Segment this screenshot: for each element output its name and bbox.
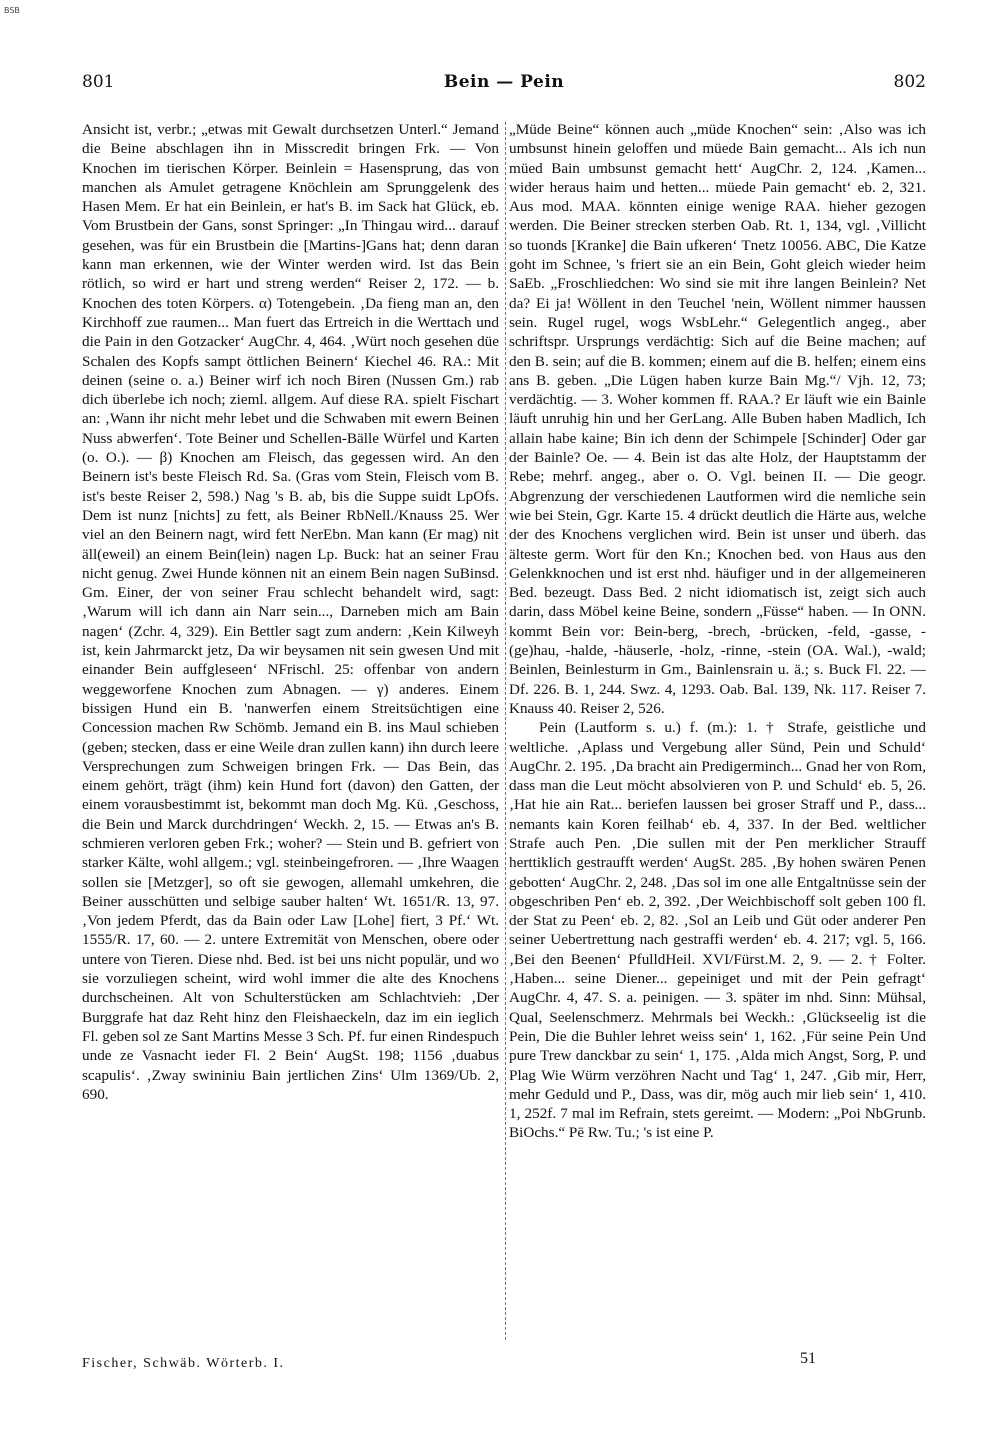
left-column [82, 120, 499, 1104]
left-paragraph: Ansicht ist, verbr.; „etwas mit Gewalt durchsetzen Unterl.“ Jemand die Beine abschlagen ihn in Misscredit bringen Frk. — Von Knochen im tierischen Körper. Beinlein = Hasensprung, das von manchen als Amulet getragene Knöchlein am Sprunggelenk des Hasen Mem. Er hat ein Beinlein, er hat's B. im Sack hat Glück, eb. Vom Brustbein der Gans, sonst Springer: „In Thingau wird... darauf gesehen, was für ein Brustbein die [Martins-]Gans hat; denn daran kann man erkennen, wie der Winter werden wird. Ist das Bein rötlich, so wird er hart und streng werden“ Reiser 2, 172. — b. Knochen des toten Körpers. α) Totengebein. ‚Da fieng man an, den Kirchhoff zue raumen... Man fuert das Ertreich in die Werttach und die Pain in den Gotzacker‘ AugChr. 4, 464. ‚Würt noch gesehen düe Schalen des Kopfs sampt öttlichen Beinern‘ Kiechel 46. RA.: Mit deinen (seine o. a.) Beiner wirf ich noch Biren (Nussen Gm.) rab dich überlebe ich noch; zieml. allgem. Auf diese RA. spielt Fischart an: ‚Wann ihr nicht mehr lebet und die Schwaben mit ewern Beinen Nuss abwerfen‘. Tote Beiner und Schellen-Bälle Würfel und Karten (o. O.). — β) Knochen am Fleisch, das gegessen wird. An den Beinern ist's beste Fleisch Rd. Sa. (Gras vom Stein, Fleisch vom B. ist's beste Reiser 2, 598.) Nag 's B. ab, bis die Suppe suidt LpOfs. Dem ist nunz [nichts] zu fett, als Beiner RbNell./Knauss 25. Wer viel an den Beinern nagt, wird fett NerEbn. Man kann (Er mag) nit äll(eweil) an einem Bein(lein) nagen Lp. Buck: hat an seiner Frau nicht genug. Zwei Hunde können nit an einem Bein nagen SuBinsd. Gm. Einer, der von seiner Frau schlecht behandelt wird, sagt: ‚Warum will ich dann ain Narr sein..., Darneben mich am Bain nagen‘ (Zchr. 4, 329). Ein Bettler sagt zum andern: ‚Kein Kilweyh ist, kein Jahrmarckt jetz, Da wir beysamen nit sein gwesen Und mit einander Bein auffgleseen‘ NFrischl. 25: offenbar von andern weggeworfene Knochen zum Abnagen. — γ) anderes. Einem bissigen Hund ein B. 'nanwerfen einem Streitsüchtigen eine Concession machen Rw Schömb. Jemand ein B. ins Maul schieben (geben; stecken, dass er eine Weile dran zullen kann) ihn durch leere Versprechungen zum Schweigen bringen Frk. — Das Bein, das einem gehört, trägt (ihm) kein Hund fort (davon) den Gatten, der einem vorausbestimmt ist, bekommt man doch Mg. Kü. ‚Geschoss, die Bein und Marck durchdringen‘ Weckh. 2, 15. — Etwas an's B. schmieren verloren geben Frk.; woher? — Stein und B. gefriert von starker Kälte, wohl allgem.; vgl. steinbeingefroren. — ‚Ihre Waagen sollen sie [Metzger], so oft sie gewogen, allemahl umkehren, die Beiner ausschütten und selbige sauber halten‘ Wt. 1651/R. 13, 97. ‚Von jedem Pferdt, das da Bain oder Law [Lohe] fiert, 3 Pf.‘ Wt. 1555/R. 17, 60. — 2. untere Extremität von Menschen, obere oder untere von Tieren. Diese nhd. Bed. ist bei uns nicht populär, und wo sie vorzuliegen scheint, wird wohl immer die alte des Knochens durchscheinen. Alt von Schulterstücken am Schlachtvieh: ‚Der Burggrafe hat daz Reht hinz den Fleishaeckeln, daz im ein ieglich Fl. geben sol ze Sant Martins Messe 3 Sch. Pf. fur einen Rindespuch unde ze Vasnacht ieder Fl. 2 Bein‘ AugSt. 198; 1156 ‚duabus scapulis‘. ‚Zway swininiu Bain jertlichen Zins‘ Ulm 1369/Ub. 2, 690. [82, 121, 499, 1103]
right-paragraph-bein: „Müde Beine“ können auch „müde Knochen“ sein: ‚Also was ich umbsunst hinein geloffen und müede Bain gemacht... Als ich nun müed Bain umbsunst gemacht hett‘ AugChr. 2, 124. ‚Kamen... wider heraus haim und hetten... müede Pain gemacht‘ eb. 2, 321. Aus mod. MAA. könnten einige wenige RAA. hieher gezogen werden. Die Beiner strecken sterben Oab. Rt. 1, 134, vgl. ‚Villicht so tuonds [Kranke] die Bain ufkeren‘ Tnetz 10056. ABC, Die Katze goht im Schnee, 's friert sie an ein Bein, Goht gleich wieder heim SaEb. „Froschliedchen: Wo sind sie mit ihre langen Beinlein? Net da? Ei ja! Wöllent in den Teuchel 'nein, Wöllent nimmer haussen sein. Rugel rugel, wogs WsbLehr.“ Gelegentlich angeg., aber schriftspr. Ursprungs verdächtig: Sich auf die Beine machen; auf den B. sein; auf die B. kommen; einem auf die B. helfen; einem eins ans B. geben. „Die Lügen haben kurze Bain Mg.“/ Vjh. 12, 73; verdächtig. — 3. Woher kommen ff. RAA.? Er läuft wie ein Bainle läuft unruhig hin und her GerLang. Alle Buben haben Madlich, Ich allain habe kaine; Bin ich denn der Schimpele [Schinder] Oder gar der Bainle? Oe. — 4. Bein ist das alte Holz, der Hauptstamm der Rebe; mehrf. angeg., aber o. O. Vgl. beinen II. — Die geogr. Abgrenzung der verschiedenen Lautformen wird die nemliche sein wie bei Stein, Ggr. Karte 15. 4 drückt deutlich die Härte aus, welche der des Knochens verglichen wird. Bein ist unser und überh. das älteste germ. Wort für den Kn.; Knochen bed. von Haus aus den Gelenkknochen und ist erst nhd. häufiger und in der allgemeineren Bed. bezeugt. Dass Bed. 2 nicht idiomatisch ist, zeigt sich auch darin, dass Möbel keine Beine, sondern „Füsse“ haben. — In ONN. kommt Bein vor: Bein-berg, -brech, -brücken, -feld, -gasse, -(ge)hau, -halde, -häuserle, -holz, -rinne, -stein (OA. Wal.), -wald; Beinlen, Beinlesturm in Gm., Bainlensrain u. ä.; s. Buck Fl. 22. — Df. 226. B. 1, 244. Swz. 4, 1293. Oab. Bal. 139, Nk. 117. Reiser 7. Knauss 40. Reiser 2, 526. [509, 121, 926, 717]
column-divider [505, 122, 506, 1340]
page-title: Bein — Pein [443, 72, 565, 92]
footer-source: Fischer, Schwäb. Wörterb. I. [82, 1356, 285, 1371]
page-number-right: 802 [893, 72, 926, 92]
page-header [82, 72, 926, 92]
right-column [509, 120, 926, 1143]
footer-sheet-number: 51 [800, 1350, 816, 1367]
library-stamp: BSB [4, 6, 20, 15]
right-paragraph-pein: Pein (Lautform s. u.) f. (m.): 1. † Strafe, geistliche und weltliche. ‚Aplass und Vergebung aller Sünd, Pein und Schuld‘ AugChr. 2. 195. ‚Da bracht ain Predigerminch... Gnad her von Rom, dass man die Leut möcht absolvieren von P. und Schuld‘ eb. 5, 26. ‚Hat hie ain Rat... beriefen laussen bei groser Straff und P., dass... nemants kain Koren feilhab‘ eb. 4, 337. In der Bed. weltlicher Strafe auch Pen. ‚Die sullen mit der Pen merklicher Strauff herttiklich gestraufft werden‘ AugSt. 285. ‚By hohen swären Penen gebotten‘ AugChr. 2, 248. ‚Das sol im one alle Entgaltnüsse sein der obgeschriben Pen‘ eb. 2, 392. ‚Der Weichbischoff solt geben 100 fl. der Stat zu Peen‘ eb. 2, 82. ‚Sol an Leib und Güt oder anderer Pen seiner Uebertrettung nach gestraffi werden‘ eb. 4. 217; vgl. 5, 166. ‚Bei den Beenen‘ PfulldHeil. XVI/Fürst.M. 2, 9. — 2. † Folter. ‚Haben... seine Diener... gepeiniget und mit der Pein gefragt‘ AugChr. 4, 47. S. a. peinigen. — 3. später im nhd. Sinn: Mühsal, Qual, Seelenschmerz. Mehrmals bei Weckh.: ‚Glückseelig ist die Pein, Die die Buhler lehret weiss sein‘ 1, 162. ‚Für seine Pein Und pure Trew danckbar zu sein‘ 1, 175. ‚Alda mich Angst, Sorg, P. und Plag Wie Würm verzöhren Nacht und Tag‘ 1, 247. ‚Gib mir, Herr, mehr Geduld und P., Dass, was dir, mög auch mir lieb sein‘ 1, 410. 1, 252f. 7 mal im Refrain, stets gereimt. — Modern: „Poi NbGrunb. BiOchs.“ Pē Rw. Tu.; 's ist eine P. [509, 719, 926, 1142]
page-number-left: 801 [82, 72, 115, 92]
